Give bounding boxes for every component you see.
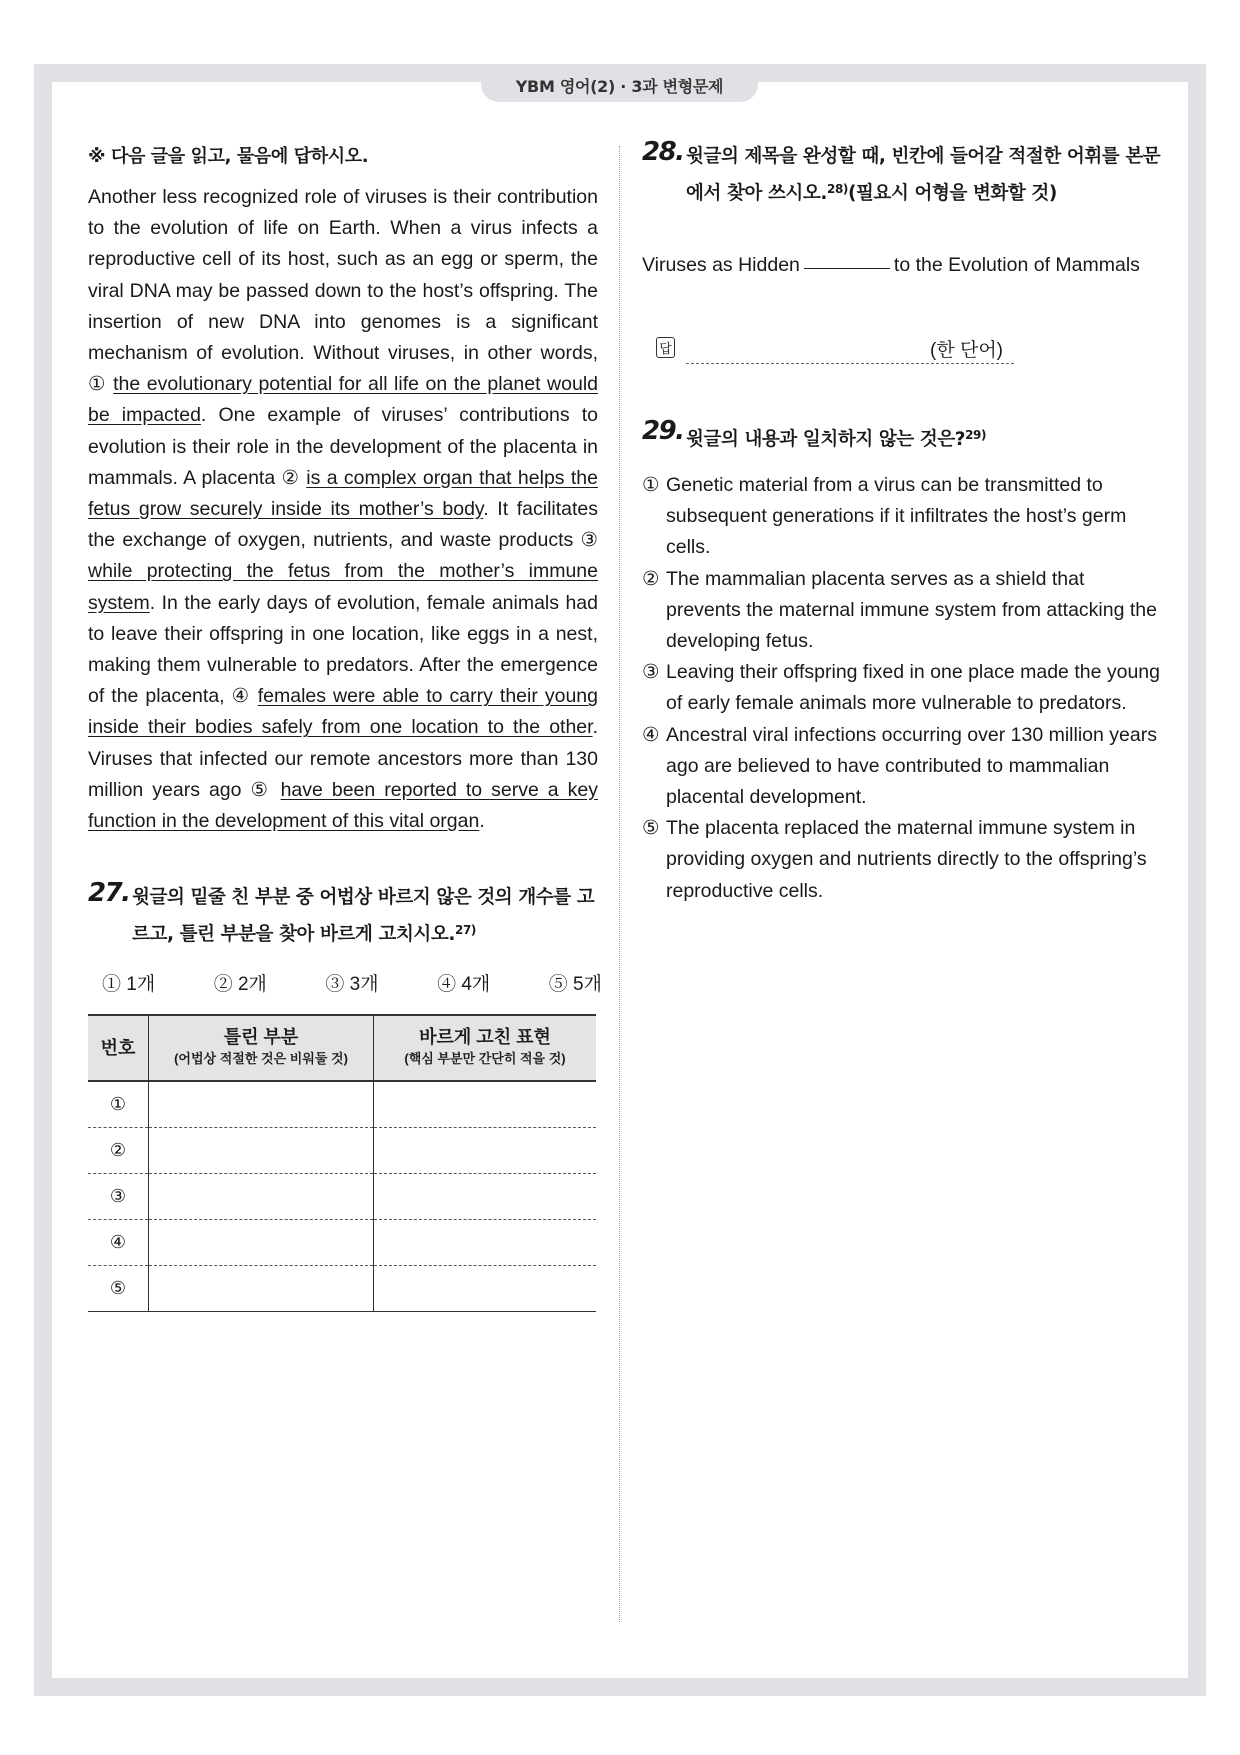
header-fix-label: 바르게 고친 표현 [419, 1027, 551, 1048]
header-wrong-note: (어법상 적절한 것은 비워둘 것) [174, 1051, 348, 1067]
passage-text: . It facilitates the exchange of oxygen, nutrients, and waste products ③ [88, 498, 599, 552]
left-column [88, 140, 602, 1312]
option-marker: ④ [642, 723, 660, 746]
option-marker: ② [642, 567, 660, 590]
answer-field[interactable] [642, 335, 1162, 369]
option-marker: ⑤ [642, 817, 660, 840]
footnote-ref: 28) [827, 182, 848, 196]
fix-cell[interactable] [374, 1220, 597, 1266]
passage-text: Another less recognized role of viruses is their contribution to the evolution of life on Earth. When a virus infects a reproductive cell of its host, such as an egg or sperm, the viral DNA may be passed down to the host’s offspring. The insertion of new DNA into genomes is a significant mechanism of evolution. Without viruses, in other words, ① [88, 186, 598, 396]
choice-4[interactable]: ④ 4개 [437, 974, 491, 996]
fix-cell[interactable] [374, 1081, 597, 1128]
table-row [88, 1128, 596, 1174]
instruction: ※ 다음 글을 읽고, 물음에 답하시오. [88, 146, 369, 167]
question-29 [642, 416, 1162, 456]
table-row [88, 1174, 596, 1220]
choice-3[interactable]: ③ 3개 [325, 974, 379, 996]
passage-text: . Viruses that infected our remote ancestors more than 130 million years ago ⑤ [88, 716, 598, 801]
reading-passage [88, 182, 598, 837]
header-title: YBM 영어(2) · 3과 변형문제 [481, 68, 758, 102]
option-3[interactable] [642, 657, 1162, 719]
fix-cell[interactable] [374, 1266, 597, 1312]
fix-cell[interactable] [374, 1174, 597, 1220]
question-27 [88, 878, 598, 951]
underline-4: females were able to carry their young inside their bodies safely from one location to the other [88, 685, 598, 739]
answer-mark: 답 [656, 337, 675, 358]
header-wrong-part [149, 1015, 374, 1081]
wrong-cell[interactable] [149, 1128, 374, 1174]
option-1[interactable] [642, 470, 1162, 564]
row-number: ⑤ [88, 1266, 149, 1312]
choice-1[interactable]: ① 1개 [102, 974, 156, 996]
answer-line[interactable] [686, 363, 1014, 364]
correction-table [88, 1014, 596, 1312]
option-5[interactable] [642, 813, 1162, 907]
question-number: 29. [642, 416, 684, 446]
row-number: ④ [88, 1220, 149, 1266]
choice-5[interactable]: ⑤ 5개 [548, 974, 602, 996]
footnote-ref: 27) [455, 923, 476, 938]
wrong-cell[interactable] [149, 1220, 374, 1266]
question-text: 윗글의 제목을 완성할 때, 빈칸에 들어갈 적절한 어휘를 본문에서 찾아 쓰시오. [686, 146, 1161, 204]
header-wrong-label: 틀린 부분 [223, 1027, 299, 1048]
title-with-blank [642, 254, 1162, 277]
option-text: Ancestral viral infections occurring over 130 million years ago are believed to have contributed to mammalian placental development. [666, 723, 1157, 809]
header-number: 번호 [88, 1015, 149, 1081]
answer-hint: (한 단어) [930, 340, 1003, 361]
column-divider [619, 146, 620, 1622]
option-text: The mammalian placenta serves as a shield that prevents the maternal immune system from attacking the developing fetus. [666, 567, 1157, 653]
option-2[interactable] [642, 564, 1162, 658]
header-fix-note: (핵심 부분만 간단히 적을 것) [404, 1051, 566, 1067]
wrong-cell[interactable] [149, 1081, 374, 1128]
right-column [642, 137, 1162, 907]
option-list-29 [642, 470, 1162, 907]
question-number: 28. [642, 137, 684, 167]
choice-list-27 [102, 969, 602, 996]
row-number: ③ [88, 1174, 149, 1220]
option-text: Genetic material from a virus can be transmitted to subsequent generations if it infiltrates the host’s germ cells. [666, 474, 1127, 559]
question-text: 윗글의 밑줄 친 부분 중 어법상 바르지 않은 것의 개수를 고르고, 틀린 부분을 찾아 바르게 고치시오. [132, 887, 595, 946]
question-text: 윗글의 내용과 일치하지 않는 것은? [686, 429, 966, 450]
table-row [88, 1266, 596, 1312]
option-4[interactable] [642, 720, 1162, 814]
question-note: (필요시 어형을 변화할 것) [848, 183, 1057, 204]
question-28 [642, 137, 1162, 210]
title-blank-line [804, 268, 890, 269]
footnote-ref: 29) [965, 428, 987, 442]
row-number: ① [88, 1081, 149, 1128]
option-marker: ① [642, 474, 660, 496]
wrong-cell[interactable] [149, 1174, 374, 1220]
underline-2: is a complex organ that helps the fetus grow securely inside its mother’s body [88, 466, 598, 521]
table-row [88, 1081, 596, 1128]
choice-2[interactable]: ② 2개 [213, 974, 267, 996]
wrong-cell[interactable] [149, 1266, 374, 1312]
passage-text: . One example of viruses’ contributions to evolution is their role in the development of the placenta in mammals. A placenta ② [88, 404, 598, 489]
option-text: The placenta replaced the maternal immune system in providing oxygen and nutrients directly to the offspring’s reproductive cells. [666, 817, 1147, 902]
underline-1: the evolutionary potential for all life on the planet would be impacted [88, 373, 598, 427]
title-before: Viruses as Hidden [642, 254, 800, 276]
title-after: to the Evolution of Mammals [893, 254, 1140, 276]
underline-3: while protecting the fetus from the mother’s immune system [88, 560, 598, 614]
underline-5: have been reported to serve a key function in the development of this vital organ [88, 778, 599, 833]
option-text: Leaving their offspring fixed in one place made the young of early female animals more vulnerable to predators. [666, 661, 1160, 715]
option-marker: ③ [642, 661, 660, 684]
row-number: ② [88, 1128, 149, 1174]
passage-text: . [479, 810, 485, 833]
fix-cell[interactable] [374, 1128, 597, 1174]
header-correction [374, 1015, 597, 1081]
table-row [88, 1220, 596, 1266]
question-number: 27. [88, 878, 130, 909]
passage-text: . In the early days of evolution, female animals had to leave their offspring in one location, like eggs in a nest, making them vulnerable to predators. After the emergence of the placenta, ④ [88, 591, 598, 708]
